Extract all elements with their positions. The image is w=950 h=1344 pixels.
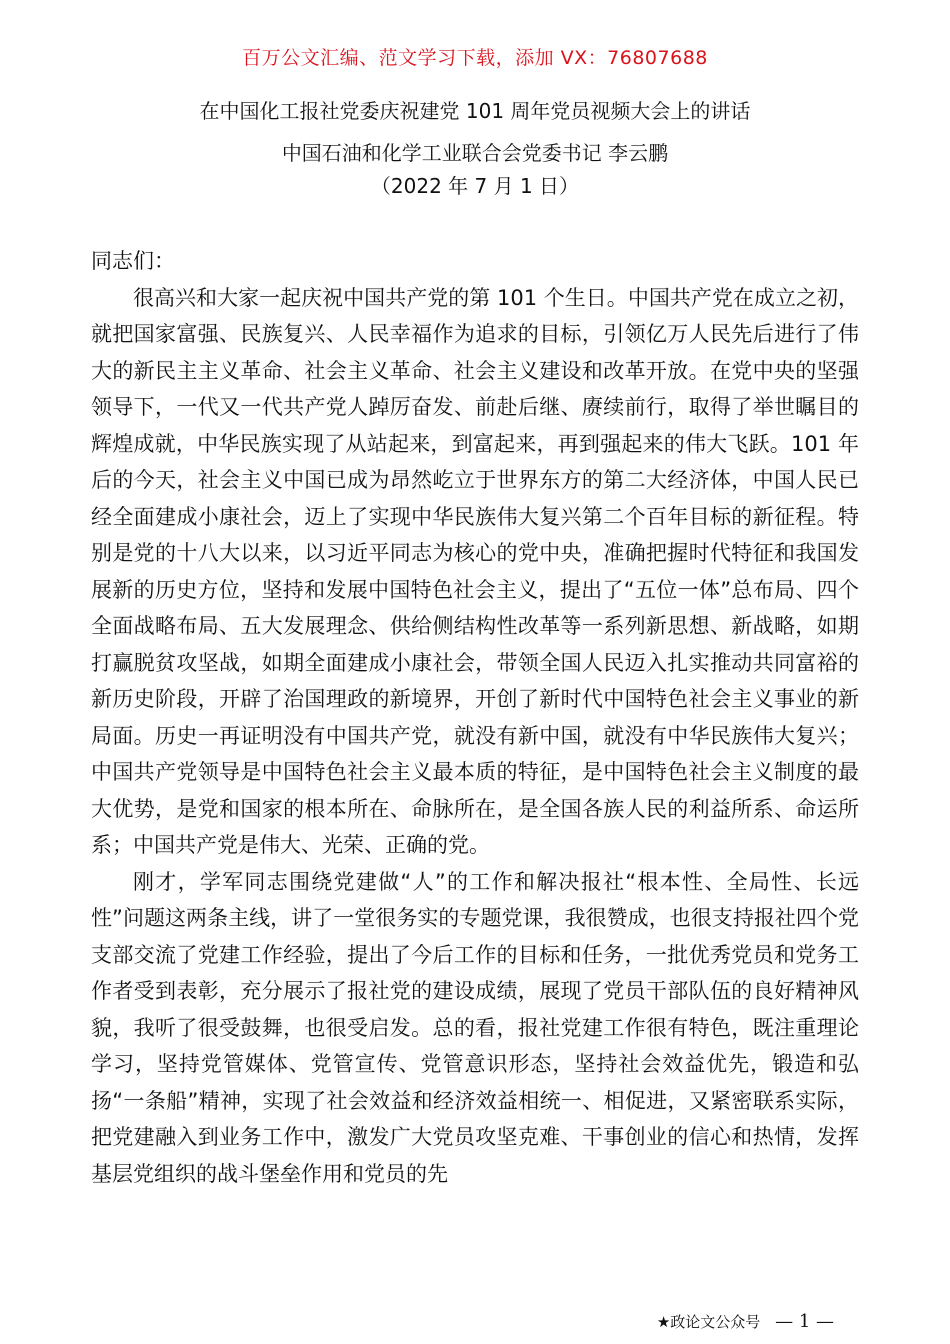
watermark-banner: 百万公文汇编、范文学习下载，添加 VX：76807688: [242, 47, 708, 69]
paragraph: 很高兴和大家一起庆祝中国共产党的第 101 个生日。中国共产党在成立之初，就把国家富强、民族复兴、人民幸福作为追求的目标，引领亿万人民先后进行了伟大的新民主主义革命、社会主义革命、社会主义建设和改革开放。在党中央的坚强领导下，一代又一代共产党人踔厉奋发、前赴后继、赓续前行，取得了举世瞩目的辉煌成就，中华民族实现了从站起来，到富起来，再到强起来的伟大飞跃。101 年后的今天，社会主义中国已成为昂然屹立于世界东方的第二大经济体，中国人民已经全面建成小康社会，迈上了实现中华民族伟大复兴第二个百年目标的新征程。特别是党的十八大以来，以习近平同志为核心的党中央，准确把握时代特征和我国发展新的历史方位，坚持和发展中国特色社会主义，提出了“五位一体”总布局、四个全面战略布局、五大发展理念、供给侧结构性改革等一系列新思想、新战略，如期打赢脱贫攻坚战，如期全面建成小康社会，带领全国人民迈入扎实推动共同富裕的新历史阶段，开辟了治国理政的新境界，开创了新时代中国特色社会主义事业的新局面。历史一再证明没有中国共产党，就没有新中国，就没有中华民族伟大复兴；中国共产党领导是中国特色社会主义最本质的特征，是中国特色社会主义制度的最大优势，是党和国家的根本所在、命脉所在，是全国各族人民的利益所系、命运所系；中国共产党是伟大、光荣、正确的党。: [91, 285, 859, 857]
footer-source: ★政论文公众号: [656, 1313, 761, 1331]
speech-date: （2022 年 7 月 1 日）: [370, 174, 580, 198]
speech-body: [91, 243, 859, 1192]
speech-title: 在中国化工报社党委庆祝建党 101 周年党员视频大会上的讲话: [199, 99, 751, 123]
salutation: 同志们：: [91, 249, 175, 273]
speaker-line: 中国石油和化学工业联合会党委书记 李云鹏: [281, 141, 669, 165]
paragraph: 刚才，学军同志围绕党建做“人”的工作和解决报社“根本性、全局性、长远性”问题这两条主线，讲了一堂很务实的专题党课，我很赞成，也很支持报社四个党支部交流了党建工作经验，提出了今后工作的目标和任务，一批优秀党员和党务工作者受到表彰，充分展示了报社党的建设成绩，展现了党员干部队伍的良好精神风貌，我听了很受鼓舞，也很受启发。总的看，报社党建工作很有特色，既注重理论学习，坚持党管媒体、党管宣传、党管意识形态，坚持社会效益优先，锻造和弘扬“一条船”精神，实现了社会效益和经济效益相统一、相促进，又紧密联系实际，把党建融入到业务工作中，激发广大党员攻坚克难、干事创业的信心和热情，发挥基层党组织的战斗堡垒作用和党员的先: [91, 869, 859, 1186]
page-footer: [657, 1311, 834, 1333]
page-number: — 1 —: [775, 1311, 834, 1332]
